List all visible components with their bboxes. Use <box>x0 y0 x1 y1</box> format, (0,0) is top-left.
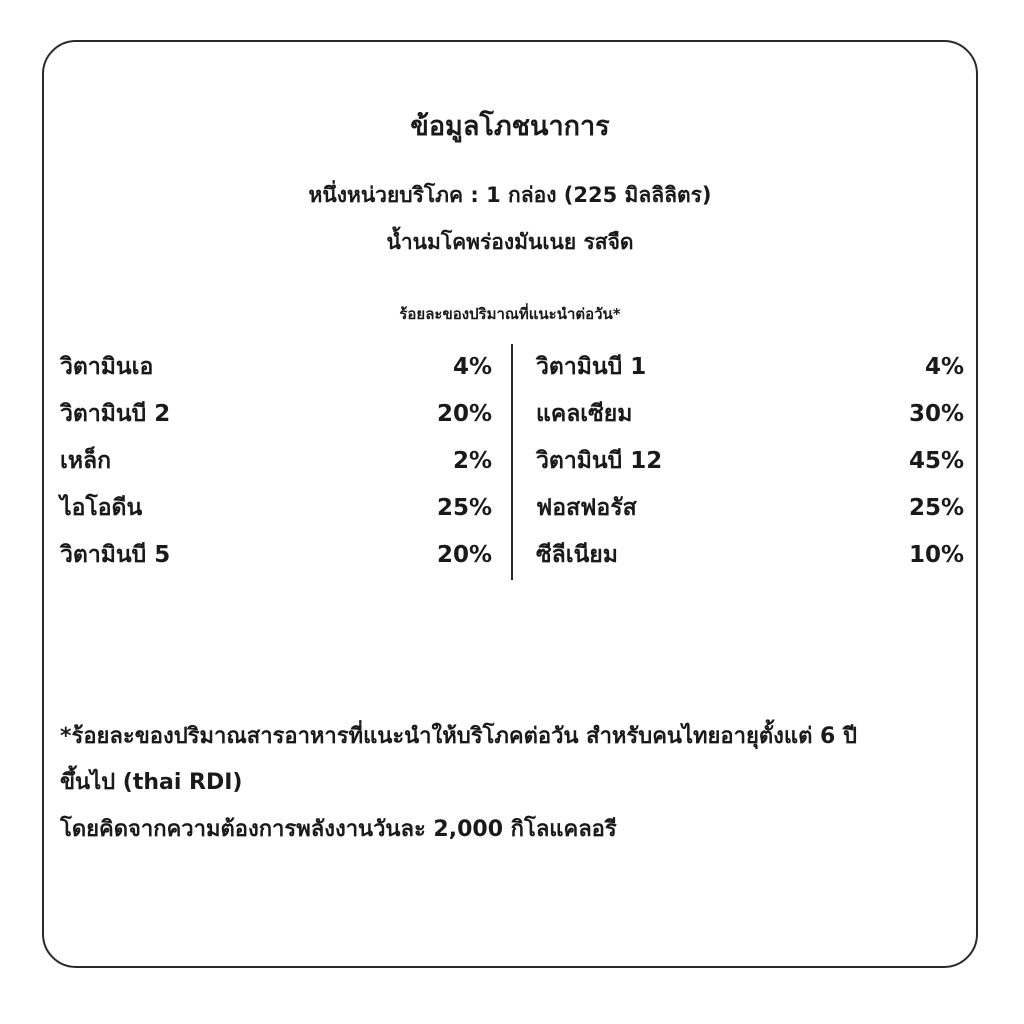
nutrient-name: วิตามินบี 2 <box>60 401 171 427</box>
footnote-line-3: โดยคิดจากความต้องการพลังงานวันละ 2,000 กิโลแคลอรี <box>60 817 617 842</box>
product-name: น้ำนมโคพร่องมันเนย รสจืด <box>386 230 634 254</box>
nutrient-row <box>536 438 964 485</box>
nutrient-row <box>536 391 964 438</box>
nutrient-name: ไอโอดีน <box>60 495 143 521</box>
nutrient-percent: 10% <box>908 542 964 568</box>
nutrient-row <box>60 391 492 438</box>
nutrient-percent: 30% <box>908 401 964 427</box>
nutrient-name: วิตามินบี 12 <box>536 448 663 474</box>
nutrient-column-left <box>60 344 492 579</box>
serving-size: หนึ่งหน่วยบริโภค : 1 กล่อง (225 มิลลิลิตร) <box>308 183 712 207</box>
nutrient-name: ฟอสฟอรัส <box>536 495 637 521</box>
nutrient-name: ซีลีเนียม <box>536 542 618 568</box>
nutrient-row <box>536 485 964 532</box>
footnote-line-1: *ร้อยละของปริมาณสารอาหารที่แนะนำให้บริโภคต่อวัน สำหรับคนไทยอายุตั้งแต่ 6 ปี <box>60 724 857 749</box>
nutrient-percent: 25% <box>436 495 492 521</box>
nutrient-row <box>60 344 492 391</box>
column-divider <box>511 344 513 580</box>
nutrient-name: แคลเซียม <box>536 401 633 427</box>
nutrient-row <box>60 532 492 579</box>
nutrient-name: วิตามินบี 5 <box>60 542 171 568</box>
nutrient-name: เหล็ก <box>60 448 112 474</box>
nutrient-row <box>60 438 492 485</box>
nutrient-percent: 4% <box>924 354 964 380</box>
nutrient-name: วิตามินบี 1 <box>536 354 647 380</box>
nutrient-percent: 20% <box>436 542 492 568</box>
nutrient-row <box>536 532 964 579</box>
nutrient-percent: 2% <box>452 448 492 474</box>
nutrient-table <box>60 344 964 580</box>
nutrient-name: วิตามินเอ <box>60 354 154 380</box>
nutrient-percent: 25% <box>908 495 964 521</box>
rdi-caption: ร้อยละของปริมาณที่แนะนำต่อวัน* <box>399 305 621 323</box>
nutrient-row <box>60 485 492 532</box>
nutrient-percent: 45% <box>908 448 964 474</box>
nutrient-row <box>536 344 964 391</box>
nutrient-column-right <box>536 344 964 579</box>
panel-title: ข้อมูลโภชนาการ <box>410 111 610 142</box>
nutrient-percent: 20% <box>436 401 492 427</box>
nutrient-percent: 4% <box>452 354 492 380</box>
footnote-line-2: ขึ้นไป (thai RDI) <box>60 770 243 795</box>
